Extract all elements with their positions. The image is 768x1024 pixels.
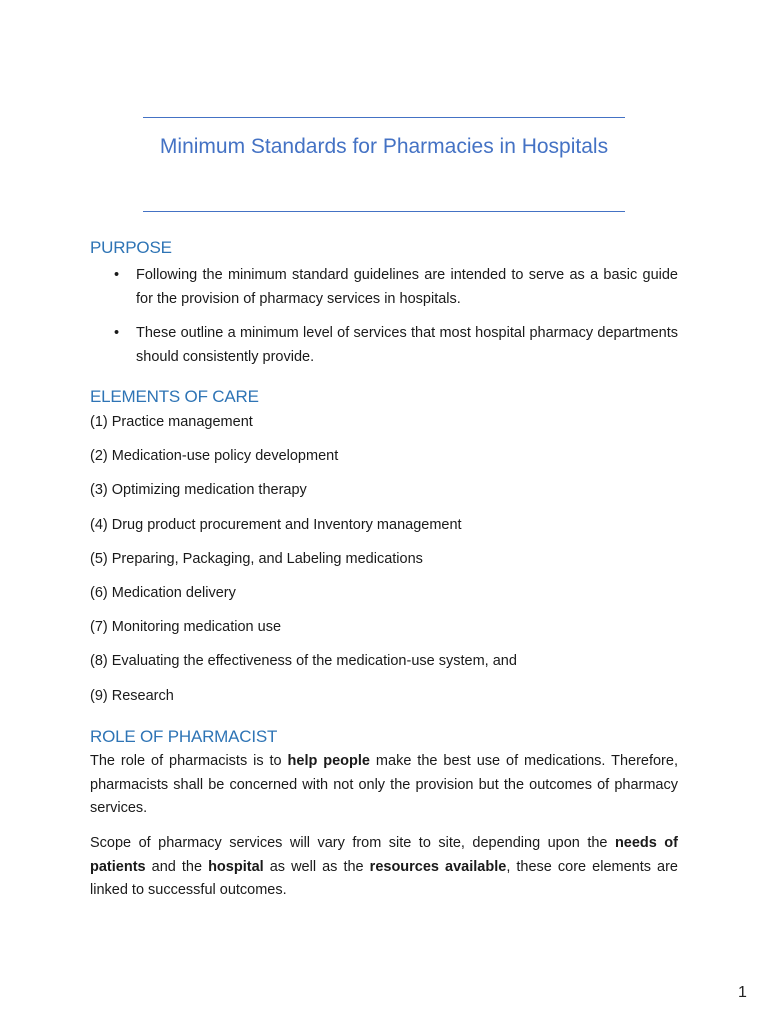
role-p1-text: make the best use of medications. Therefore, pharmacists shall be concerned with not only the provision but the outcomes of pharmacy services. bbox=[90, 753, 678, 816]
list-item: (7) Monitoring medication use bbox=[90, 619, 282, 636]
list-item: (5) Preparing, Packaging, and Labeling medications bbox=[90, 550, 423, 567]
purpose-bullet-text: These outline a minimum level of services that most hospital pharmacy departments should consistently provide. bbox=[136, 325, 678, 365]
document-title: Minimum Standards for Pharmacies in Hospitals bbox=[159, 135, 609, 158]
elements-of-care-heading: ELEMENTS OF CARE bbox=[90, 387, 259, 406]
list-item: (4) Drug product procurement and Inventory management bbox=[90, 516, 462, 533]
role-p2-text: as well as the bbox=[263, 858, 370, 875]
role-paragraph-2 bbox=[90, 832, 678, 903]
title-bottom-rule bbox=[143, 211, 625, 212]
list-item: (8) Evaluating the effectiveness of the medication-use system, and bbox=[90, 653, 517, 670]
list-item: (6) Medication delivery bbox=[90, 584, 236, 601]
page-number: 1 bbox=[738, 984, 747, 1001]
list-item: (1) Practice management bbox=[90, 414, 253, 430]
purpose-heading: PURPOSE bbox=[90, 238, 172, 257]
list-item: (3) Optimizing medication therapy bbox=[90, 482, 307, 499]
role-p2-emphasis-resources: resources available bbox=[369, 858, 507, 875]
role-p2-emphasis-hospital: hospital bbox=[208, 858, 264, 875]
purpose-bullet-text: Following the minimum standard guidelines are intended to serve as a basic guide for the provision of pharmacy services in hospitals. bbox=[136, 267, 678, 307]
role-p1-emphasis-help-people: help people bbox=[287, 753, 370, 769]
purpose-bullet-list bbox=[90, 263, 678, 379]
role-p1-text: The role of pharmacists is to bbox=[90, 753, 288, 769]
bullet-icon: • bbox=[114, 267, 120, 283]
role-paragraph-1 bbox=[90, 750, 678, 821]
role-p2-text: Scope of pharmacy services will vary from site to site, depending upon the bbox=[90, 835, 615, 851]
bullet-icon: • bbox=[114, 325, 120, 341]
elements-of-care-list bbox=[90, 410, 517, 718]
role-p2-emphasis-needs: needs of patients bbox=[90, 835, 678, 875]
purpose-bullet bbox=[90, 263, 678, 311]
role-p2-text: , these core elements are linked to successful outcomes. bbox=[90, 858, 678, 898]
role-p2-text: and the bbox=[145, 858, 209, 875]
list-item: (2) Medication-use policy development bbox=[90, 448, 339, 465]
title-top-rule bbox=[143, 117, 625, 118]
role-of-pharmacist-heading: ROLE OF PHARMACIST bbox=[90, 727, 278, 746]
purpose-bullet bbox=[90, 321, 678, 369]
list-item: (9) Research bbox=[90, 687, 174, 704]
